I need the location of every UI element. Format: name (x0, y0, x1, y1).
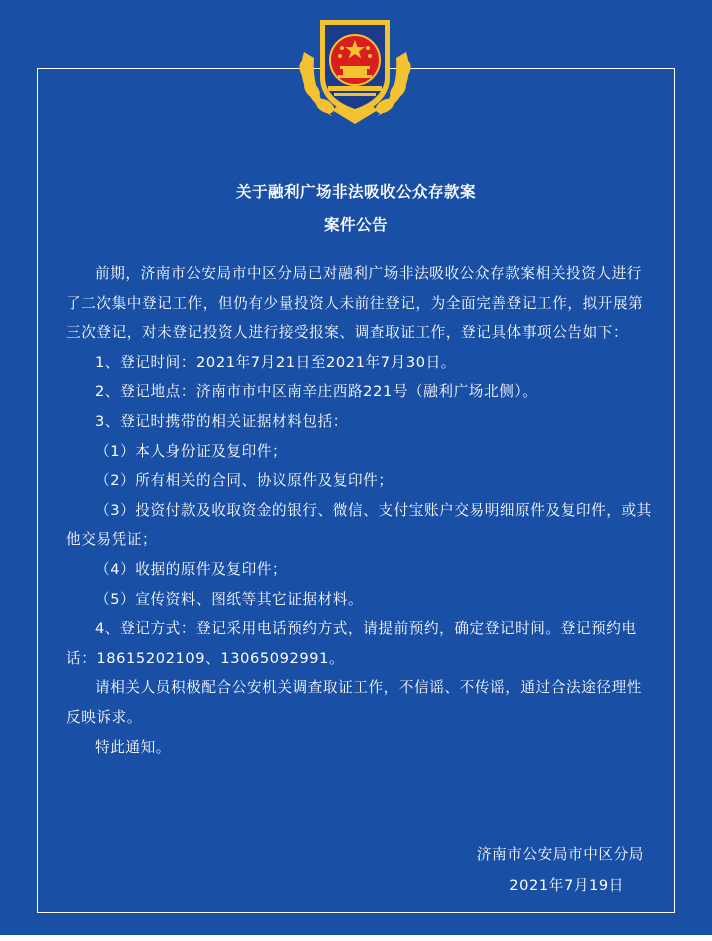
closing-paragraph: 特此通知。 (95, 738, 171, 756)
intro-paragraph: 前期，济南市公安局市中区分局已对融利广场非法吸收公众存款案相关投资人进行了二次集中登记工作，但仍有少量投资人未前往登记，为全面完善登记工作，拟开展第三次登记，对未登记投资人进行接受报案、调查取证工作，登记具体事项公告如下： (66, 265, 644, 342)
material-id-card: （1）本人身份证及复印件； (95, 442, 288, 460)
item-registration-location: 2、登记地点：济南市市中区南辛庄西路221号（融利广场北侧）。 (95, 383, 538, 401)
signature-date: 2021年7月19日 (509, 877, 624, 894)
notice-body (66, 259, 656, 762)
notice-title: 关于融利广场非法吸收公众存款案 (235, 183, 476, 201)
material-promotional: （5）宣传资料、图纸等其它证据材料。 (95, 590, 364, 608)
police-emblem-icon (292, 6, 418, 128)
signature-org: 济南市公安局市中区分局 (476, 846, 644, 863)
item-required-materials: 3、登记时携带的相关证据材料包括： (95, 412, 348, 430)
material-receipts: （4）收据的原件及复印件； (95, 560, 288, 578)
item-registration-time: 1、登记时间：2021年7月21日至2021年7月30日。 (95, 353, 456, 371)
appeal-paragraph: 请相关人员积极配合公安机关调查取证工作，不信谣、不传谣，通过合法途径理性反映诉求。 (66, 679, 642, 726)
notice-subtitle: 案件公告 (323, 216, 388, 234)
material-transaction-records: （3）投资付款及收取资金的银行、微信、支付宝账户交易明细原件及复印件，或其他交易凭证； (66, 501, 652, 549)
material-contracts: （2）所有相关的合同、协议原件及复印件； (95, 472, 394, 490)
bottom-strip (0, 935, 712, 941)
item-registration-method: 4、登记方式：登记采用电话预约方式，请提前预约，确定登记时间。登记预约电话：18615202109、13065092991。 (66, 620, 637, 667)
